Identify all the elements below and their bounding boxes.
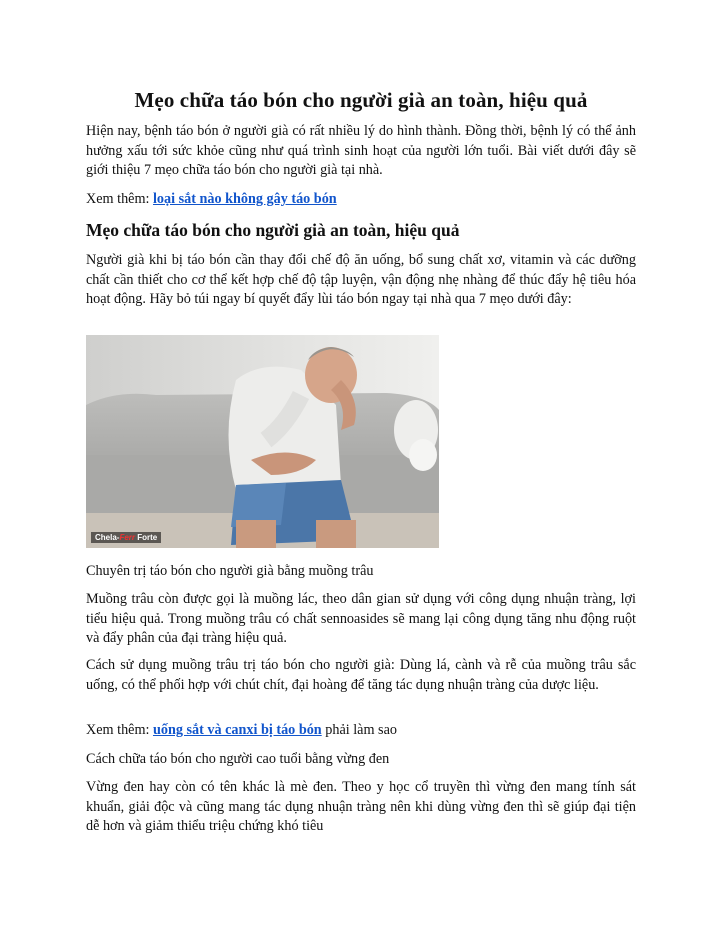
- see-more-line-2: [86, 721, 636, 741]
- paragraph-vung-den: Vừng đen hay còn có tên khác là mè đen. Theo y học cổ truyền thì vừng đen mang tính sát khuẩn, giải độc và cũng mang tác dụng nhuận tràng nên khi dùng vừng đen thì sẽ giúp đại tiện dễ hơn và giảm thiểu triệu chứng khó tiêu: [86, 779, 636, 835]
- section-paragraph: Người già khi bị táo bón cần thay đổi chế độ ăn uống, bổ sung chất xơ, vitamin và các dưỡng chất cần thiết cho cơ thể kết hợp chế độ tập luyện, vận động nhẹ nhàng để thúc đẩy hệ tiêu hóa hoạt động. Hãy bỏ túi ngay bí quyết đẩy lùi táo bón ngay tại nhà qua 7 mẹo dưới đây:: [86, 252, 636, 308]
- see-more-link-1[interactable]: loại sắt nào không gây táo bón: [152, 191, 337, 207]
- man-holding-stomach-illustration: [86, 335, 439, 548]
- article-image: [86, 335, 439, 548]
- page-title: Mẹo chữa táo bón cho người già an toàn, hiệu quả: [134, 88, 588, 112]
- subheading-vung-den: Cách chữa táo bón cho người cao tuổi bằng vừng đen: [86, 751, 390, 767]
- image-caption: Chuyên trị táo bón cho người già bằng muồng trâu: [86, 563, 374, 579]
- section-heading: Mẹo chữa táo bón cho người già an toàn, hiệu quả: [86, 220, 460, 240]
- see-more-prefix: Xem thêm:: [86, 191, 153, 207]
- see-more-prefix-2: Xem thêm:: [86, 722, 153, 738]
- paragraph-muong-trau: Muồng trâu còn được gọi là muồng lác, theo dân gian sử dụng với công dụng nhuận tràng, lợi tiểu hiệu quả. Trong muồng trâu có chất sennoasides sẽ mang lại công dụng tăng nhu động ruột và đẩy phân của đại tràng hiệu quả.: [86, 591, 636, 647]
- see-more-suffix-2: phải làm sao: [321, 722, 397, 738]
- intro-paragraph: Hiện nay, bệnh táo bón ở người già có rất nhiều lý do hình thành. Đồng thời, bệnh lý có thể ảnh hưởng xấu tới sức khỏe cũng như quá trình sinh hoạt của người lớn tuổi. Bài viết dưới đây sẽ giới thiệu 7 mẹo chữa táo bón cho người già tại nhà.: [86, 123, 636, 179]
- paragraph-usage: Cách sử dụng muồng trâu trị táo bón cho người già: Dùng lá, cành và rễ của muồng trâu sắc uống, có thể phối hợp với chút chít, đại hoàng để tăng tác dụng nhuận tràng của dược liệu.: [86, 657, 636, 693]
- see-more-line-1: [86, 190, 636, 210]
- brand-watermark: Chela-Ferr Forte: [91, 532, 161, 543]
- see-more-link-2[interactable]: uống sắt và canxi bị táo bón: [152, 722, 322, 738]
